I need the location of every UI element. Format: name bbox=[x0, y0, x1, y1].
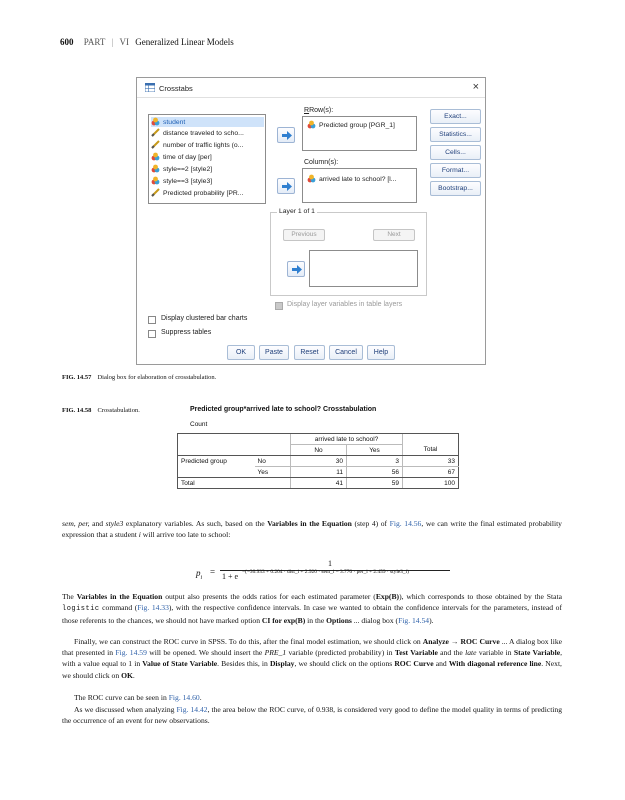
table-cell bbox=[403, 434, 459, 445]
paragraph-2: The Variables in the Equation output also presents the odds ratios for each estimated parameter (Exp(B)), which corresponds to those obtained by the Stata logistic command (Fig. 14.33), with the respective confidence intervals. In case we wanted to obtain the confidence intervals for the parameters, instead of those referents to the chances, we should not have marked option CI for exp(B) in the Options ... dialog box (Fig. 14.54). bbox=[62, 592, 562, 626]
close-button[interactable]: × bbox=[472, 81, 479, 93]
arrow-right-icon bbox=[292, 265, 302, 274]
table-row bbox=[178, 467, 459, 478]
rows-value: Predicted group [PGR_1] bbox=[319, 122, 395, 129]
part-label: PART bbox=[83, 37, 106, 47]
scale-icon bbox=[151, 128, 160, 137]
figure-label-1: FIG. 14.57 bbox=[62, 374, 92, 381]
figure-link[interactable]: Fig. 14.59 bbox=[115, 648, 147, 658]
scale-icon bbox=[151, 140, 160, 149]
table-row bbox=[178, 434, 459, 445]
columns-label: Column(s): bbox=[304, 159, 339, 166]
crosstabs-icon bbox=[145, 83, 155, 92]
part-roman: VI bbox=[119, 37, 130, 47]
clustered-bar-label: Display clustered bar charts bbox=[161, 315, 248, 322]
figure-link[interactable]: Fig. 14.42 bbox=[176, 705, 208, 714]
row-group-label: Predicted group bbox=[178, 456, 255, 467]
clustered-bar-checkbox[interactable] bbox=[148, 316, 156, 324]
variable-list[interactable] bbox=[148, 114, 266, 204]
columns-box[interactable] bbox=[302, 168, 417, 203]
figure-label-2: FIG. 14.58 bbox=[62, 407, 92, 414]
crosstab-count-label: Count bbox=[190, 421, 208, 428]
figure-link[interactable]: Fig. 14.60 bbox=[168, 693, 200, 702]
nominal-icon bbox=[151, 152, 160, 161]
table-row bbox=[178, 478, 459, 489]
table-cell bbox=[178, 434, 255, 445]
variable-item-style3[interactable] bbox=[151, 176, 264, 186]
total-label: Total bbox=[178, 478, 255, 489]
nominal-icon bbox=[307, 174, 316, 183]
exact-button[interactable]: Exact... bbox=[430, 109, 481, 124]
figure-link[interactable]: Fig. 14.33 bbox=[137, 603, 169, 613]
next-button[interactable]: Next bbox=[373, 229, 415, 241]
cell-value: 56 bbox=[347, 467, 403, 478]
move-to-columns-button[interactable] bbox=[277, 178, 295, 194]
move-to-rows-button[interactable] bbox=[277, 127, 295, 143]
column-no: No bbox=[291, 445, 347, 456]
table-cell bbox=[178, 445, 255, 456]
header-separator: | bbox=[111, 37, 114, 47]
variable-item-style2[interactable] bbox=[151, 164, 264, 174]
crosstab-title: Predicted group*arrived late to school? Crosstabulation bbox=[190, 406, 377, 413]
table-cell bbox=[178, 467, 255, 478]
scale-icon bbox=[151, 188, 160, 197]
row-sub-label: Yes bbox=[255, 467, 291, 478]
display-layer-label: Display layer variables in table layers bbox=[287, 301, 403, 308]
cell-value: 33 bbox=[403, 456, 459, 467]
variable-label: style==2 [style2] bbox=[163, 166, 213, 173]
layer-label: Layer 1 of 1 bbox=[279, 208, 315, 215]
bootstrap-button[interactable]: Bootstrap... bbox=[430, 181, 481, 196]
suppress-tables-label: Suppress tables bbox=[161, 329, 212, 336]
variable-item-traffic-lights[interactable] bbox=[151, 140, 264, 150]
probability-formula: $p_i$ = 1 1 + e −(−30.933 + 0.204 · dist_i + 2.920 · sem_i − 3.776 · per_i + 2.459 · style3_i) bbox=[196, 559, 456, 585]
nominal-icon bbox=[151, 176, 160, 185]
cell-value: 11 bbox=[291, 467, 347, 478]
display-layer-checkbox[interactable] bbox=[275, 302, 283, 310]
cell-value: 30 bbox=[291, 456, 347, 467]
columns-value: arrived late to school? [l... bbox=[319, 176, 397, 183]
variable-label: Predicted probability [PR... bbox=[163, 190, 244, 197]
variable-label: time of day [per] bbox=[163, 154, 212, 161]
help-button[interactable]: Help bbox=[367, 345, 395, 360]
table-cell bbox=[255, 434, 291, 445]
figure-text-2: Crosstabulation. bbox=[97, 407, 140, 414]
dialog-titlebar bbox=[137, 78, 485, 98]
move-to-layer-button[interactable] bbox=[287, 261, 305, 277]
layer-box[interactable] bbox=[309, 250, 418, 287]
figure-caption-1 bbox=[62, 374, 216, 381]
formula-exponent: −(−30.933 + 0.204 · dist_i + 2.920 · sem_i − 3.776 · per_i + 2.459 · style3_i) bbox=[242, 569, 409, 575]
variable-label: distance traveled to scho... bbox=[163, 130, 244, 137]
paragraph-5: As we discussed when analyzing Fig. 14.42, the area below the ROC curve, of 0.938, is considered very good to define the model quality in terms of predicting the occurrence of an event for new observations. bbox=[62, 705, 563, 726]
crosstab-table bbox=[177, 433, 459, 489]
nominal-icon bbox=[151, 117, 160, 126]
variable-item-predicted-probability[interactable] bbox=[151, 188, 264, 198]
columns-item[interactable] bbox=[307, 174, 396, 183]
formula-numerator: 1 bbox=[328, 559, 332, 568]
cells-button[interactable]: Cells... bbox=[430, 145, 481, 160]
cell-value: 67 bbox=[403, 467, 459, 478]
variable-label: student bbox=[163, 119, 186, 126]
cell-value: 100 bbox=[403, 478, 459, 489]
variable-item-time-of-day[interactable] bbox=[151, 152, 264, 162]
table-row bbox=[178, 445, 459, 456]
suppress-tables-checkbox[interactable] bbox=[148, 330, 156, 338]
dialog-title: Crosstabs bbox=[159, 84, 193, 93]
cancel-button[interactable]: Cancel bbox=[329, 345, 363, 360]
figure-caption-2 bbox=[62, 407, 140, 414]
variable-label: style==3 [style3] bbox=[163, 178, 213, 185]
table-cell bbox=[255, 478, 291, 489]
running-header bbox=[60, 37, 234, 47]
format-button[interactable]: Format... bbox=[430, 163, 481, 178]
variable-item-student[interactable] bbox=[151, 117, 264, 127]
arrow-right-icon bbox=[282, 182, 292, 191]
reset-button[interactable]: Reset bbox=[294, 345, 325, 360]
variable-label: number of traffic lights (o... bbox=[163, 142, 244, 149]
statistics-button[interactable]: Statistics... bbox=[430, 127, 481, 142]
part-title: Generalized Linear Models bbox=[135, 37, 234, 47]
variable-item-distance[interactable] bbox=[151, 128, 264, 138]
column-total: Total bbox=[403, 445, 459, 456]
ok-button[interactable]: OK bbox=[227, 345, 255, 360]
arrow-right-icon bbox=[282, 131, 292, 140]
table-cell bbox=[255, 445, 291, 456]
rows-item[interactable] bbox=[307, 120, 395, 129]
cell-value: 41 bbox=[291, 478, 347, 489]
page-number: 600 bbox=[60, 37, 74, 47]
crosstabs-dialog bbox=[136, 77, 486, 365]
rows-label: RRow(s): bbox=[304, 107, 334, 114]
column-yes: Yes bbox=[347, 445, 403, 456]
paragraph-4: The ROC curve can be seen in Fig. 14.60. bbox=[74, 693, 202, 702]
nominal-icon bbox=[307, 120, 316, 129]
cell-value: 3 bbox=[347, 456, 403, 467]
figure-link[interactable]: Fig. 14.56 bbox=[389, 519, 422, 528]
figure-text-1: Dialog box for elaboration of crosstabulation. bbox=[97, 374, 217, 381]
previous-button[interactable]: Previous bbox=[283, 229, 325, 241]
figure-link[interactable]: Fig. 14.54 bbox=[398, 616, 430, 626]
column-header: arrived late to school? bbox=[291, 434, 403, 445]
paste-button[interactable]: Paste bbox=[259, 345, 289, 360]
paragraph-3: Finally, we can construct the ROC curve in SPSS. To do this, after the final model estimation, we should click on Analyze → ROC Curve ... A dialog box like that presented in Fig. 14.59 will be opened. We should insert the PRE_1 variable (predicted probability) in Test Variable and the late variable in State Variable, with a value equal to 1 in Value of State Variable. Besides this, in Display, we should click on the options ROC Curve and With diagonal reference line. Next, we should click on OK. bbox=[62, 637, 563, 680]
cell-value: 59 bbox=[347, 478, 403, 489]
nominal-icon bbox=[151, 164, 160, 173]
table-row bbox=[178, 456, 459, 467]
rows-box[interactable] bbox=[302, 116, 417, 151]
row-sub-label: No bbox=[255, 456, 291, 467]
paragraph-1: sem, per, and style3 explanatory variables. As such, based on the Variables in the Equation (step 4) of Fig. 14.56, we can write the final estimated probability expression that a student i will arrive too late to school: bbox=[62, 519, 562, 540]
